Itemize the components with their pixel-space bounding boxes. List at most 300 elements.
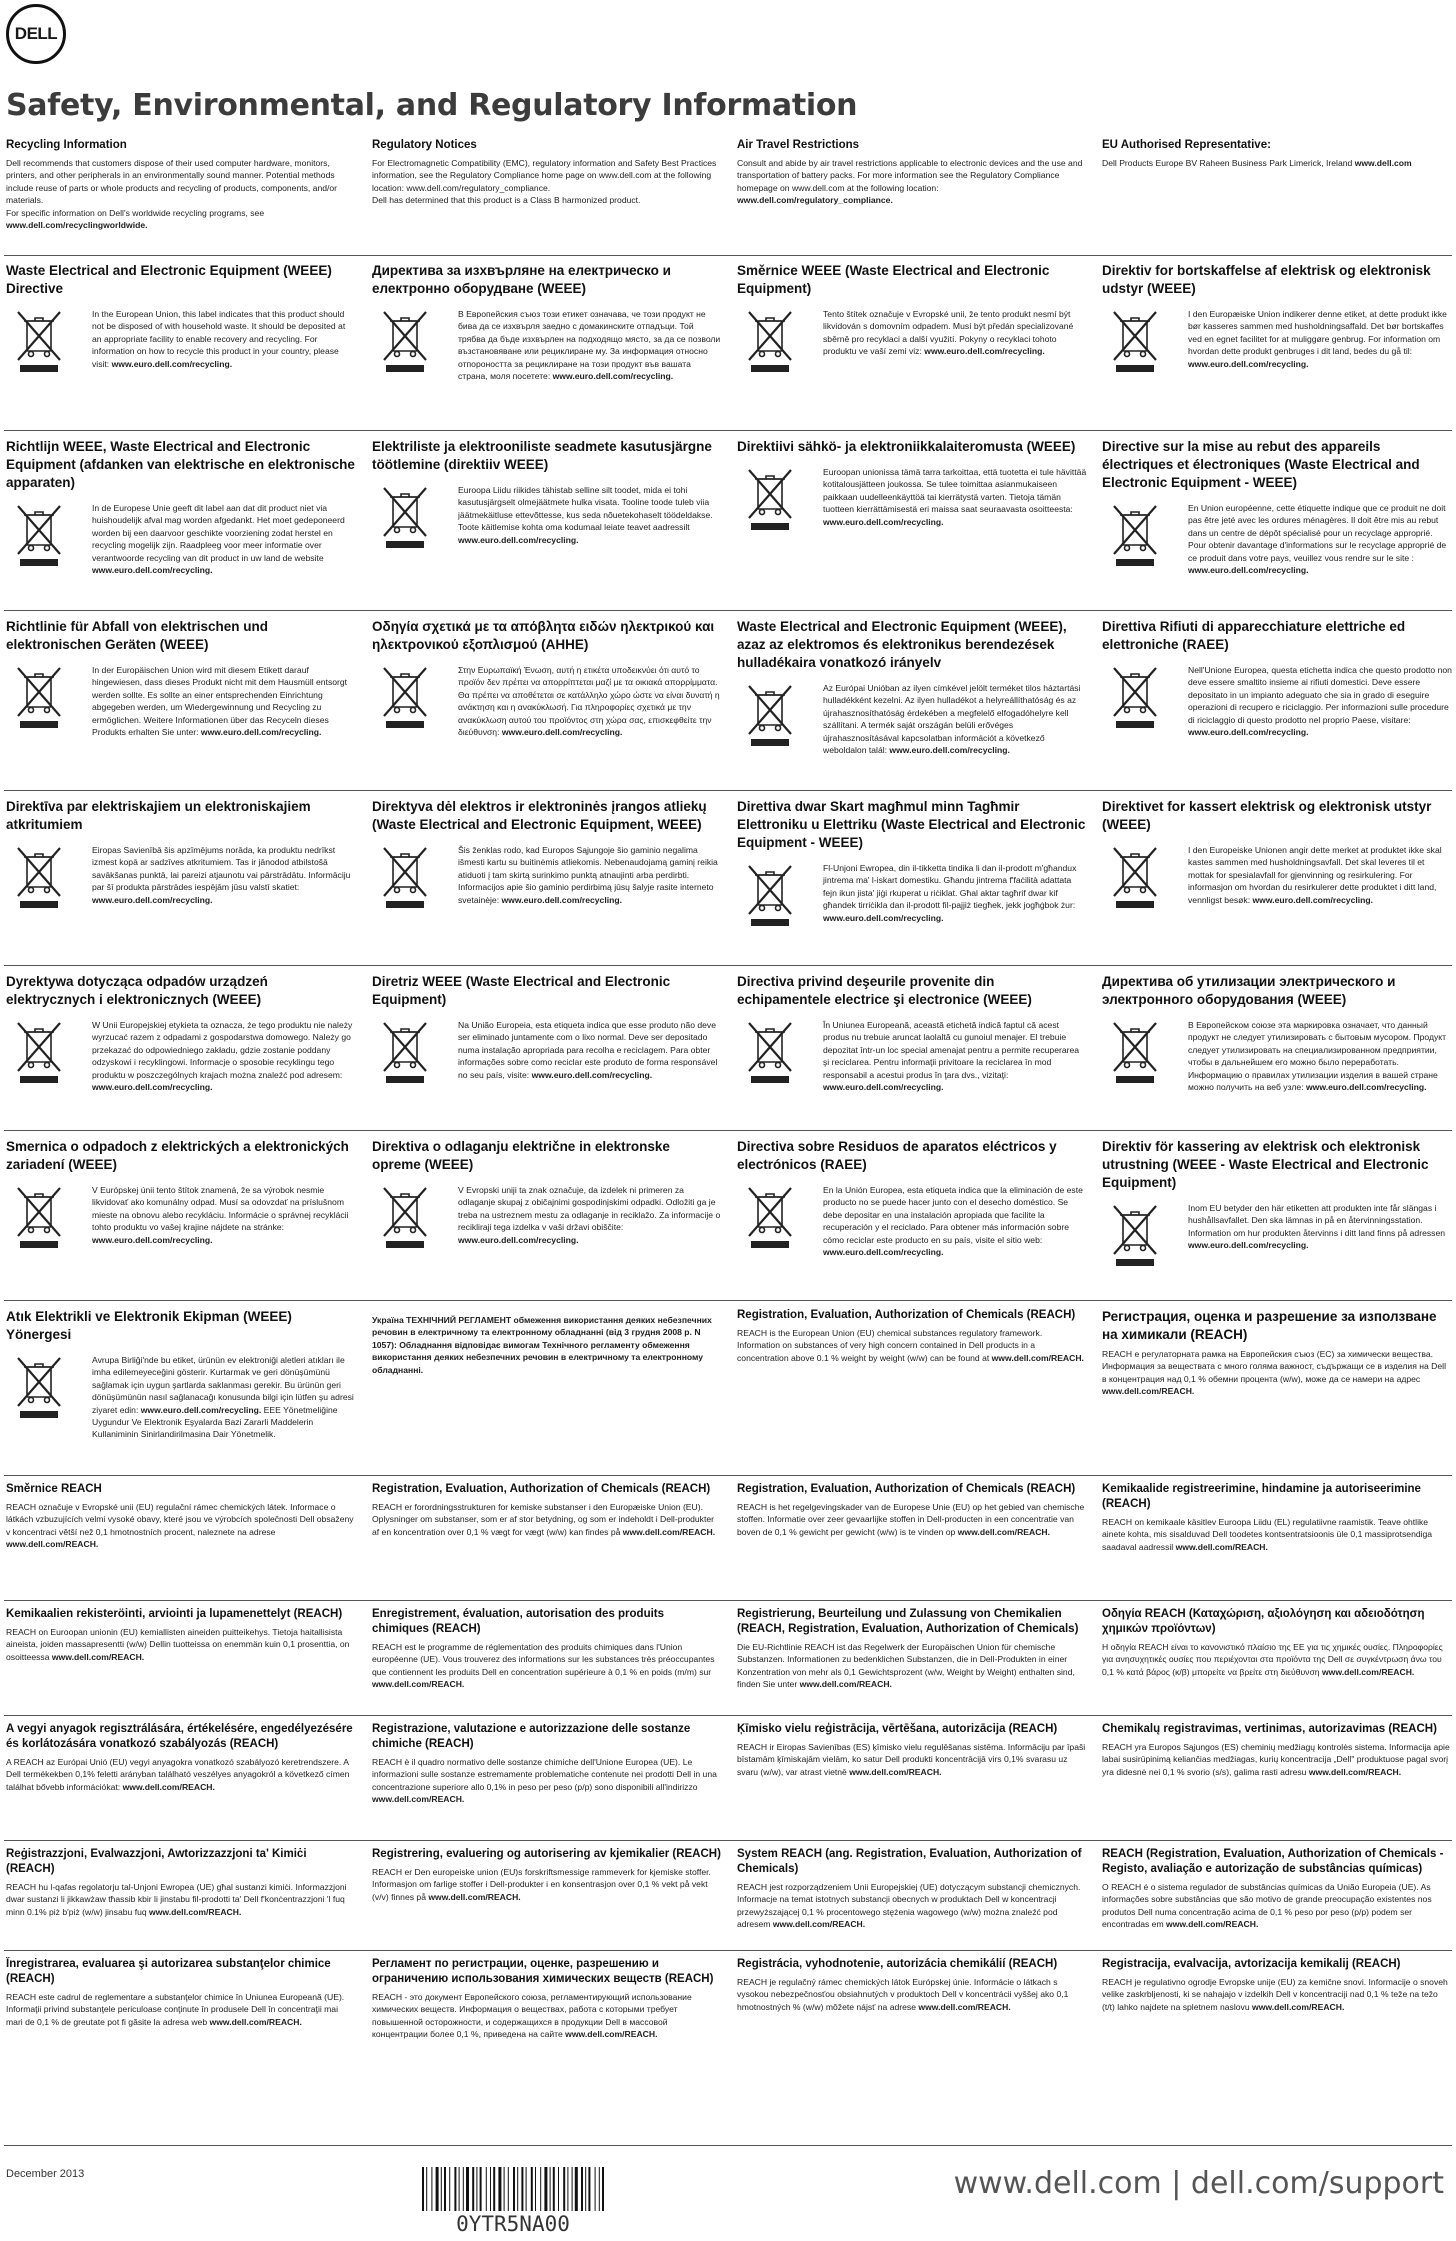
section-title: Registracija, evalvacija, avtorizacija kemikalij (REACH) xyxy=(1102,1958,1401,1970)
reach-section xyxy=(6,1607,356,1727)
weee-section xyxy=(737,1138,1087,1293)
weee-section xyxy=(6,1138,356,1293)
reach-section xyxy=(737,1847,1087,1967)
recycling-link[interactable]: www.euro.dell.com/recycling. xyxy=(111,358,233,369)
crossed-out-bin-icon xyxy=(741,682,799,748)
crossed-out-bin-icon xyxy=(376,484,434,550)
weee-section xyxy=(6,618,356,786)
section-text xyxy=(92,664,356,738)
ukraine-section xyxy=(372,1310,722,1430)
section-body: Україна ТЕХНІЧНИЙ РЕГЛАМЕНТ обмеження використання деяких небезпечних речовин в електричному та електронному обладнанні (від 3 грудня 2008 р. N 1057): Обладнання відповідає вимогам Технічного регламенту обмеження використання деяких небезпечних речовин в електричному та електронному обладнанні. xyxy=(372,1315,712,1375)
reach-section xyxy=(1102,1722,1452,1842)
section-title: Richtlinie für Abfall von elektrischen und elektronischen Geräten (WEEE) xyxy=(6,619,269,652)
section-text xyxy=(6,1991,356,2028)
section-body: REACH è il quadro normativo delle sostanze chimiche dell'Unione Europea (UE). Le informazioni sulle sostanze estremamente problematiche contenute nei prodotti Dell in una concentrazione superiore allo 0,1% in peso per peso (p/p) sono disponibili all'indirizzo xyxy=(372,1757,717,1792)
section-body: Dell Products Europe BV Raheen Business Park Limerick, Ireland xyxy=(1102,158,1353,168)
section-text xyxy=(1188,502,1452,576)
section-text xyxy=(823,466,1087,532)
reach-section xyxy=(6,1482,356,1602)
section-text xyxy=(458,308,722,382)
section-body: Nell'Unione Europea, questa etichetta indica che questo prodotto non deve essere smaltito insieme ai rifiuti domestici. Deve essere depositato in un impianto adeguato che sia in grado di eseguire operazioni di recupero e riciclaggio. Per informazioni sulle procedure di riciclaggio di questo prodotto nel proprio Paese, visitare: xyxy=(1188,665,1452,725)
section-content xyxy=(6,308,356,374)
section-text xyxy=(6,157,356,231)
section-title: Smernica o odpadoch z elektrických a elektronických zariadení (WEEE) xyxy=(6,1139,349,1172)
section-title: Richtlijn WEEE, Waste Electrical and Electronic Equipment (afdanken van elektrische en elektronische apparaten) xyxy=(6,439,355,490)
section-text xyxy=(1102,1881,1452,1931)
section-title: Direktiva o odlaganju električne in elektronske opreme (WEEE) xyxy=(372,1139,670,1172)
section-body: REACH is the European Union (EU) chemical substances regulatory framework. Information on substances of very high concern contained in Dell products in a concentration above 0.1 % weight by weight (w/w) can be found at xyxy=(737,1328,1043,1363)
section-text xyxy=(458,664,722,738)
section-note: EEE Yönetmeliğine Uygundur Ve Elektronik Eşyalarda Bazi Zararli Maddelerin Kullaniminin Sinirlandirilmasina Dair Yönetmelik. xyxy=(92,1404,338,1440)
section-body: În Uniunea Europeană, această etichetă indică faptul că acest produs nu trebuie aruncat laolaltă cu gunoiul menajer. El trebuie depozitat într-un loc special amenajat pentru a permite recuperarea şi reciclarea. Pentru informaţii privitoare la reciclarea în mod responsabil a acestui produs în ţara dvs., vizitaţi: xyxy=(823,1020,1080,1080)
section-text xyxy=(1102,1348,1452,1398)
crossed-out-bin-icon xyxy=(741,862,799,928)
weee-section xyxy=(737,973,1087,1141)
reach-link[interactable]: www.dell.com/REACH. xyxy=(849,1766,942,1777)
section-text xyxy=(1188,844,1452,910)
reach-section xyxy=(372,1722,722,1842)
section-title: System REACH (ang. Registration, Evaluation, Authorization of Chemicals) xyxy=(737,1848,1082,1875)
section-body: Euroopan unionissa tämä tarra tarkoittaa, että tuotetta ei tule hävittää kotitalousjätteen joukossa. Se tulee toimittaa asianmukaiseen paikkaan uudelleenkäyttöä tai kierrätystä varten. Tietoja tämän tuotteen kierrättämisestä eri maissa saat seuraavasta osoitteesta: xyxy=(823,467,1087,515)
crossed-out-bin-icon xyxy=(10,1019,68,1085)
section-title: Direktyva dėl elektros ir elektroninės įrangos atliekų (Waste Electrical and Electronic Equipment, WEEE) xyxy=(372,799,707,832)
section-content xyxy=(6,1019,356,1093)
recycling-link[interactable]: www.euro.dell.com/recycling. xyxy=(924,346,1045,357)
reach-link[interactable]: www.dell.com/REACH. xyxy=(1252,2001,1345,2012)
crossed-out-bin-icon xyxy=(1106,664,1164,730)
reach-section xyxy=(737,1308,1087,1468)
section-body: Az Európai Unióban az ilyen címkével jelölt terméket tilos háztartási hulladékként kezelni. Az ilyen hulladékot a helyreállíthatóság és az újrahasznosíthatóság érdekében a megfelelő elfogadóhelyre kell szállítani. A termék saját országán belüli erővéges újrahasznosításával kapcsolatban információt a következő weboldalon talál: xyxy=(823,683,1081,756)
section-title: Регламент по регистрации, оценке, разрешению и ограничению использования химических веществ (REACH) xyxy=(372,1958,714,1985)
weee-section xyxy=(1102,262,1452,430)
reach-section xyxy=(737,1607,1087,1727)
section-text xyxy=(458,1019,722,1085)
divider xyxy=(4,790,1452,791)
section-text xyxy=(1188,664,1452,738)
recycling-link[interactable]: www.euro.dell.com/recycling. xyxy=(1305,1082,1427,1093)
section-body: В Европейском союзе эта маркировка означает, что данный продукт не следует утилизировать с бытовым мусором. Продукт следует утилизировать на специализированном предприятии, чтобы в дальнейшем его можно было переработать. Информацию о правилах утилизации изделия в вашей стране можно получить на веб узле: xyxy=(1188,1020,1447,1093)
page-title: Safety, Environmental, and Regulatory Information xyxy=(6,88,858,123)
section-title: Direktīva par elektriskajiem un elektroniskajiem atkritumiem xyxy=(6,799,311,832)
reach-section xyxy=(372,1607,722,1727)
section-content xyxy=(737,466,1087,532)
weee-section xyxy=(372,973,722,1141)
reach-link[interactable]: www.dell.com/REACH. xyxy=(1308,1766,1402,1777)
section-content xyxy=(372,1184,722,1250)
section-text xyxy=(6,1756,356,1793)
section-text xyxy=(92,844,356,910)
recycling-link[interactable]: www.euro.dell.com/recycling. xyxy=(1188,358,1309,369)
intro-section xyxy=(372,138,722,248)
reach-section xyxy=(737,1722,1087,1842)
section-body: Fl-Unjoni Ewropea, din il-tikketta tindika li dan il-prodott m'għandux jintrema ma' l-iskart domestiku. Għandu jintrema f'faċilità adattata fejn ikun jista' jiġi rkuperat u riċiklat. Għal aktar tagħrif dwar kif għandek tirriċikla dan il-prodott fil-pajjiż tiegħek, jekk jogħġbok żur: xyxy=(823,863,1077,911)
section-text xyxy=(92,502,356,576)
crossed-out-bin-icon xyxy=(1106,1019,1164,1085)
section-text xyxy=(823,862,1087,928)
section-body: REACH est le programme de réglementation des produits chimiques dans l'Union européenne (UE). Vous trouverez des informations sur les substances très préoccupantes que contiennent les produits Dell en concentration supérieure à 0,1 % en poids (m/m) sur xyxy=(372,1642,715,1677)
section-content xyxy=(372,844,722,910)
divider xyxy=(4,1300,1452,1301)
section-text xyxy=(92,308,356,374)
section-body: V Európskej únii tento štítok znamená, že sa výrobok nesmie likvidovať ako komunálny odpad. Musí sa odovzdať na príslušnom mieste na obnovu alebo recykláciu. Informácie o správnej recyklácii tohto produktu vo vašej krajine nájdete na stránke: xyxy=(92,1185,349,1233)
divider xyxy=(4,430,1452,431)
section-body: REACH е регулаторната рамка на Европейския съюз (ЕС) за химически вещества. Информация за веществата с много голяма важност, съдържащи се в изделия на Dell в концентрация над 0,1 % обемни процента (w/w), може да се намери на адрес xyxy=(1102,1349,1446,1384)
weee-section xyxy=(737,262,1087,430)
section-body: A REACH az Európai Unió (EU) vegyi anyagokra vonatkozó szabályozó keretrendszere. A Dell termékekben 0,1% feletti arányban található veszélyes anyagokról a következő címen találhat bővebb információkat: xyxy=(6,1757,350,1792)
section-text xyxy=(737,1881,1087,1931)
weee-section xyxy=(6,1308,356,1473)
section-body: Inom EU betyder den här etiketten att produkten inte får slängas i hushållsavfallet. Den ska lämnas in på en återvinningsstation. Information om hur produkten återvinns i ditt land finns på adressen xyxy=(1188,1203,1446,1238)
reach-link[interactable]: www.dell.com/REACH. xyxy=(372,1679,465,1690)
section-text xyxy=(1102,157,1452,169)
section-content xyxy=(6,664,356,738)
weee-section xyxy=(372,798,722,966)
reach-section xyxy=(1102,1957,1452,2137)
recycling-link[interactable]: www.euro.dell.com/recycling. xyxy=(92,1234,213,1245)
section-body: В Европейския съюз този етикет означава, че този продукт не бива да се изхвърля заедно с домакинските отпадъци. Той трябва да бъде изхвърлен на подходящо място, за да се позволи възстановяване или рециклиране му. За информация относно отпороността за рециклиране на този продукт във вашата страна, моля посетете: xyxy=(458,309,721,382)
publication-date: December 2013 xyxy=(6,2168,85,2180)
section-body: O REACH é o sistema regulador de substâncias químicas da União Europeia (UE). As informações sobre substâncias que são motivo de grande preocupação existentes nos produtos Dell numa concentração acima de 0,1 % peso por peso (p/p) podem ser encontradas em xyxy=(1102,1882,1432,1930)
section-body: REACH ir Eiropas Savienības (ES) ķīmisko vielu regulēšanas sistēma. Informāciju par īpaši bīstamām ķīmiskajām vielām, ko satur Dell produkti koncentrācijā virs 0,1% svarasu uz svaru (w/w), var atrast vietnē xyxy=(737,1742,1086,1777)
weee-section xyxy=(737,798,1087,966)
section-title: Registrazione, valutazione e autorizzazione delle sostanze chimiche (REACH) xyxy=(372,1723,691,1750)
recycling-link[interactable]: www.euro.dell.com/recycling. xyxy=(92,565,213,576)
reach-section xyxy=(6,1722,356,1842)
section-text xyxy=(372,1641,722,1691)
section-text xyxy=(6,1501,356,1551)
section-text xyxy=(1102,1741,1452,1778)
reach-link[interactable]: www.dell.com/REACH. xyxy=(772,1919,866,1930)
section-link[interactable]: www.dell.com xyxy=(1354,158,1412,168)
crossed-out-bin-icon xyxy=(1106,1202,1164,1268)
section-title: Dyrektywa dotycząca odpadów urządzeń elektrycznych i elektronicznych (WEEE) xyxy=(6,974,268,1007)
section-body: Na União Europeia, esta etiqueta indica que esse produto não deve ser eliminado juntamente com o lixo normal. Deve ser depositado numa instalação apropriada para recolha e reciclagem. Para obter informações sobre como reciclar este produto de forma responsável no seu país, visite: xyxy=(458,1020,718,1080)
section-title: Regulatory Notices xyxy=(372,139,477,151)
section-title: Registration, Evaluation, Authorization of Chemicals (REACH) xyxy=(737,1483,1076,1495)
section-text xyxy=(92,1019,356,1093)
section-body: Dell recommends that customers dispose of their used computer hardware, monitors, printers, and other peripherals in an environmentally sound manner. Potential methods include reuse of parts or whole products and recycling of products, components, and/or materials. xyxy=(6,158,338,206)
section-body: Euroopa Liidu riikides tähistab selline silt toodet, mida ei tohi kasutusjärgselt olmejäätmete hulka visata. Tooline toode tuleb viia jäätmekäitluse ettevõttesse, kus seda nõuetekohaselt töödeldakse. Toote käitlemise kohta oma kodumaal leiate teavet aadressilt xyxy=(458,485,713,533)
section-text xyxy=(737,1741,1087,1778)
recycling-link[interactable]: www.euro.dell.com/recycling. xyxy=(501,894,622,905)
section-content xyxy=(6,502,356,576)
divider xyxy=(4,1475,1452,1476)
reach-link[interactable]: www.dell.com/REACH. xyxy=(799,1679,892,1690)
crossed-out-bin-icon xyxy=(1106,308,1164,374)
crossed-out-bin-icon xyxy=(741,308,799,374)
section-text xyxy=(372,1866,722,1903)
crossed-out-bin-icon xyxy=(1106,844,1164,910)
weee-section xyxy=(1102,438,1452,606)
reach-link[interactable]: www.dell.com/REACH. xyxy=(622,1526,716,1537)
reach-link[interactable]: www.dell.com/REACH. xyxy=(209,2016,302,2027)
crossed-out-bin-icon xyxy=(10,844,68,910)
section-text xyxy=(1188,308,1452,374)
section-note: For specific information on Dell's worldwide recycling programs, see xyxy=(6,207,265,218)
section-title: Directive sur la mise au rebut des appareils électriques et électroniques (Waste Electrical and Electronic Equipment - WEEE) xyxy=(1102,439,1420,490)
section-text xyxy=(372,157,722,207)
reach-section xyxy=(737,1957,1087,2137)
section-note: Dell has determined that this product is a Class B harmonized product. xyxy=(372,195,641,206)
reach-link[interactable]: www.dell.com/REACH. xyxy=(1321,1666,1415,1677)
section-title: EU Authorised Representative: xyxy=(1102,139,1271,151)
section-content xyxy=(372,484,722,550)
section-text xyxy=(737,1327,1087,1364)
section-title: Direttiva Rifiuti di apparecchiature elettriche ed elettroniche (RAEE) xyxy=(1102,619,1406,652)
weee-section xyxy=(372,438,722,606)
section-content xyxy=(737,682,1087,756)
section-body: Η οδηγία REACH είναι το κανονιστικό πλαίσιο της ΕΕ για τις χημικές ουσίες. Πληροφορίες για ανησυχητικές ουσίες που περιέχονται στα προϊόντα της Dell σε συγκέντρωση άνω του 0,1 % κατά βάρος (κ/β) μπορείτε να βρείτε στη διεύθυνση xyxy=(1102,1642,1443,1677)
section-title: Registration, Evaluation, Authorization of Chemicals (REACH) xyxy=(372,1483,711,1495)
reach-link[interactable]: www.dell.com/REACH. xyxy=(991,1352,1084,1363)
crossed-out-bin-icon xyxy=(376,1184,434,1250)
section-title: Registrering, evaluering og autorisering av kjemikalier (REACH) xyxy=(372,1848,721,1860)
reach-link[interactable]: www.dell.com/REACH. xyxy=(6,1539,99,1550)
section-content xyxy=(6,844,356,910)
section-title: Kemikaalide registreerimine, hindamine ja autoriseerimine (REACH) xyxy=(1102,1483,1421,1510)
section-content xyxy=(6,1354,356,1441)
reach-link[interactable]: www.dell.com/REACH. xyxy=(957,1526,1051,1537)
reach-section xyxy=(372,1482,722,1602)
weee-section xyxy=(1102,1138,1452,1293)
section-content xyxy=(1102,1202,1452,1268)
weee-section xyxy=(6,262,356,430)
section-body: REACH er forordningsstrukturen for kemiske substanser i den Europæiske Union (EU). Oplysninger om substanser, som er af stor betydning, og som er indeholdt i Dell-produkter af en koncentration over 0,1 % vægt for vægt (w/w) kan findes på xyxy=(372,1502,715,1537)
section-body: REACH on kemikaale käsitlev Euroopa Liidu (EL) regulatiivne raamistik. Teave ohtlike ainete kohta, mis sisalduvad Dell toodetes kontsentratsioonis üle 0,1 massiprotsendiga saadaval aadressil xyxy=(1102,1517,1433,1552)
section-text xyxy=(1188,1202,1452,1268)
section-title: Directiva privind deşeurile provenite din echipamentele electrice şi electronice (WEEE) xyxy=(737,974,1032,1007)
section-content xyxy=(1102,502,1452,576)
reach-section xyxy=(372,1847,722,1967)
section-text xyxy=(1188,1019,1452,1093)
section-title: Reġistrazzjoni, Evalwazzjoni, Awtorizzazzjoni ta' Kimiċi (REACH) xyxy=(6,1848,307,1875)
section-link[interactable]: www.dell.com/regulatory_compliance. xyxy=(737,195,893,206)
crossed-out-bin-icon xyxy=(10,502,68,568)
weee-section xyxy=(737,438,1087,606)
dell-logo: DELL xyxy=(6,4,66,64)
section-body: REACH je regulativno ogrodje Evropske unije (EU) za kemične snovi. Informacije o snoveh velike zaskrbljenosti, ki se nahajajo v izdelkih Dell v koncentraciji nad 0,1 % teže na težo (t/t) lahko najdete na spletnem naslovu xyxy=(1102,1977,1448,2012)
section-title: A vegyi anyagok regisztrálására, értékelésére, engedélyezésére és korlátozására vonatkozó szabályozás (REACH) xyxy=(6,1723,353,1750)
section-content xyxy=(737,1184,1087,1258)
barcode xyxy=(420,2167,606,2211)
section-body: I den Europæiske Union indikerer denne etiket, at dette produkt ikke bør kasseres sammen med husholdningsaffald. Det bør bortskaffes ved en egnet facilitet for at muliggøre genbrug. For information om hvordan dette produkt genbruges i dit land, bedes du gå til: xyxy=(1188,309,1447,357)
crossed-out-bin-icon xyxy=(10,1354,68,1420)
reach-link[interactable]: www.dell.com/REACH. xyxy=(122,1781,215,1792)
recycling-link[interactable]: www.euro.dell.com/recycling. xyxy=(1252,894,1374,905)
section-body: In der Europäischen Union wird mit diesem Etikett darauf hingewiesen, dass dieses Produkt nicht mit dem Hausmüll entsorgt werden sollte. Es sollte an einer entsprechenden Einrichtung abgegeben werden, um Wiedergewinnung und Recycling zu ermöglichen. Weitere Informationen über das Recyceln dieses Produkts erhalten Sie unter: xyxy=(92,665,348,738)
section-title: Směrnice REACH xyxy=(6,1483,102,1495)
section-title: Diretriz WEEE (Waste Electrical and Electronic Equipment) xyxy=(372,974,671,1007)
section-text xyxy=(823,1184,1087,1258)
weee-section xyxy=(6,438,356,606)
divider xyxy=(4,2145,1452,2146)
section-body: REACH is het regelgevingskader van de Europese Unie (EU) op het gebied van chemische stoffen. Informatie over zeer gevaarlijke stoffen in Dell-producten in een concentratie van boven de 0,1 % gewicht per gewicht (w/w) is te vinden op xyxy=(737,1502,1085,1537)
section-title: Direttiva dwar Skart magħmul minn Tagħmir Elettroniku u Elettriku (Waste Electrical and Electronic Equipment - WEEE) xyxy=(737,799,1086,850)
section-title: Chemikalų registravimas, vertinimas, autorizavimas (REACH) xyxy=(1102,1723,1437,1735)
section-text xyxy=(823,308,1087,374)
weee-section xyxy=(1102,618,1452,786)
section-title: Директива об утилизации электрического и электронного оборудования (WEEE) xyxy=(1102,974,1396,1007)
section-text xyxy=(458,484,722,550)
section-text xyxy=(372,1991,722,2041)
section-content xyxy=(737,1019,1087,1093)
section-text xyxy=(372,1756,722,1806)
section-body: En la Unión Europea, esta etiqueta indica que la eliminación de este producto no se puede hacer junto con el desecho doméstico. Se debe depositar en una instalación apropiada que facilite la recuperación y el reciclado. Para obtener más información sobre cómo reciclar este producto en su país, visite el sitio web: xyxy=(823,1185,1083,1245)
section-text xyxy=(737,1976,1087,2013)
recycling-link[interactable]: www.euro.dell.com/recycling. xyxy=(92,1082,213,1093)
section-title: Směrnice WEEE (Waste Electrical and Electronic Equipment) xyxy=(737,263,1050,296)
section-title: Registrácia, vyhodnotenie, autorizácia chemikálií (REACH) xyxy=(737,1958,1058,1970)
recycling-link[interactable]: www.euro.dell.com/recycling. xyxy=(1188,565,1309,576)
recycling-link[interactable]: www.euro.dell.com/recycling. xyxy=(823,912,944,923)
section-title: Direktiv för kassering av elektrisk och elektronisk utrustning (WEEE - Waste Electrical and Electronic Equipment) xyxy=(1102,1139,1429,1190)
crossed-out-bin-icon xyxy=(741,1019,799,1085)
section-text xyxy=(823,1019,1087,1093)
section-text xyxy=(737,1501,1087,1538)
reach-section xyxy=(1102,1607,1452,1727)
section-content xyxy=(737,862,1087,928)
section-body: Avrupa Birliği'nde bu etiket, ürünün ev elektroniği aletleri atıkları ile imha edilemeyeceğini gösterir. Kurtarmak ve geri dönüşümünü sağlamak için uygun şartlarda saklanması gerekir. Bu ürünün geri dönüşümünün nasıl sağlanacağı konusunda bilgi için lütfen şu adresi ziyaret edin: xyxy=(92,1355,354,1415)
section-title: Înregistrarea, evaluarea şi autorizarea substanţelor chimice (REACH) xyxy=(6,1958,331,1985)
section-body: Στην Ευρωπαϊκή Ένωση, αυτή η ετικέτα υποδεικνύει ότι αυτό το προϊόν δεν πρέπει να απορρίπτεται μαζί με τα οικιακά απορρίμματα. Θα πρέπει να αποθέτεται σε κατάλληλο χώρο ώστε να είναι δυνατή η ανάκτηση και η ανακύκλωσή. Για πληροφορίες σχετικά με την ανακύκλωση αυτού του προϊόντος στη χώρα σας, επισκεφθείτε την διεύθυνση: xyxy=(458,665,720,738)
reach-section xyxy=(372,1957,722,2137)
section-link[interactable]: www.dell.com/recyclingworldwide. xyxy=(6,220,148,231)
recycling-link[interactable]: www.euro.dell.com/recycling. xyxy=(458,1234,579,1245)
section-content xyxy=(1102,1019,1452,1093)
section-title: Air Travel Restrictions xyxy=(737,139,860,151)
section-text xyxy=(6,1626,356,1663)
section-body: REACH hu l-qafas regolatorju tal-Unjoni Ewropea (UE) għal sustanzi kimiċi. Informazzjoni dwar sustanzi li jikkawżaw tħassib kbir li jinstabu fil-prodotti ta' Dell f'konċentrazzjoni 'l fuq minn 0.1% piż b'piż (w/w) jinsabu fuq xyxy=(6,1882,347,1917)
section-content xyxy=(372,664,722,738)
recycling-link[interactable]: www.euro.dell.com/recycling. xyxy=(140,1404,262,1415)
section-text xyxy=(1102,1641,1452,1678)
crossed-out-bin-icon xyxy=(1106,502,1164,568)
divider xyxy=(4,255,1452,256)
weee-section xyxy=(1102,973,1452,1141)
section-title: Ķīmisko vielu reģistrācija, vērtēšana, autorizācija (REACH) xyxy=(737,1723,1058,1735)
weee-section xyxy=(372,1138,722,1293)
section-text xyxy=(737,157,1087,207)
section-body: REACH on Euroopan unionin (EU) kemiallisten aineiden puitteikehys. Tietoja haitallisista aineista, joiden massapresentti (w/w) Dellin tuotteissa on enemmän kuin 0,1 prosenttia, on osoitteessa xyxy=(6,1627,350,1662)
recycling-link[interactable]: www.euro.dell.com/recycling. xyxy=(1188,1240,1309,1251)
section-body: Die EU-Richtlinie REACH ist das Regelwerk der Europäischen Union für chemische Substanzen. Informationen zu bedenklichen Substanzen, die in Dell-Produkten in einer Konzentration von mehr als 0,1 Gewichtsprozent (w/w, Weight by Weight) enthalten sind, finden Sie unter xyxy=(737,1642,1075,1690)
section-title: Recycling Information xyxy=(6,139,127,151)
section-title: Kemikaalien rekisteröinti, arviointi ja lupamenettelyt (REACH) xyxy=(6,1608,343,1620)
reach-link[interactable]: www.dell.com/REACH. xyxy=(1166,1919,1259,1930)
crossed-out-bin-icon xyxy=(376,1019,434,1085)
reach-section xyxy=(1102,1482,1452,1602)
section-title: Direktiivi sähkö- ja elektroniikkalaiteromusta (WEEE) xyxy=(737,439,1076,454)
crossed-out-bin-icon xyxy=(376,664,434,730)
section-text xyxy=(1102,1976,1452,2013)
reach-link[interactable]: www.dell.com/REACH. xyxy=(1102,1386,1195,1397)
section-body: In the European Union, this label indicates that this product should not be disposed of with household waste. It should be deposited at an appropriate facility to enable recovery and recycling. For information on how to recycle this product in your country, please visit: xyxy=(92,309,346,369)
recycling-link[interactable]: www.euro.dell.com/recycling. xyxy=(92,894,213,905)
section-body: REACH je regulačný rámec chemických látok Európskej únie. Informácie o látkach s vysokou nebezpečnosťou obsiahnutých v produktoch Dell v koncentrácii vyššej ako 0,1 hmotnostných % (w/w) môžete nájsť na adrese xyxy=(737,1977,1069,2012)
section-text xyxy=(92,1184,356,1250)
reach-link[interactable]: www.dell.com/REACH. xyxy=(1175,1541,1268,1552)
section-text xyxy=(372,1314,722,1376)
crossed-out-bin-icon xyxy=(10,664,68,730)
reach-link[interactable]: www.dell.com/REACH. xyxy=(372,1794,465,1805)
section-title: Waste Electrical and Electronic Equipment (WEEE) Directive xyxy=(6,263,332,296)
section-title: Регистрация, оценка и разрешение за използване на химикали (REACH) xyxy=(1102,1309,1437,1342)
section-body: For Electromagnetic Compatibility (EMC), regulatory information and Safety Best Practices information, see the Regulatory Compliance home page on www.dell.com at the following location: www.dell.com/regulatory_compliance. xyxy=(372,158,717,193)
section-text xyxy=(458,844,722,910)
crossed-out-bin-icon xyxy=(741,1184,799,1250)
section-title: Директива за изхвърляне на електрическо и електронно оборудване (WEEE) xyxy=(372,263,671,296)
section-title: Enregistrement, évaluation, autorisation des produits chimiques (REACH) xyxy=(372,1608,665,1635)
section-content xyxy=(1102,664,1452,738)
recycling-link[interactable]: www.euro.dell.com/recycling. xyxy=(200,727,322,738)
section-body: V Evropski uniji ta znak označuje, da izdelek ni primeren za odlaganje skupaj z običajnimi gospodinjskimi odpadki. Odložiti ga je treba na ustreznem mestu za odlaganje in reciklažo. Za informacije o recikliraji tega izdelka v vaši državi obiščite: xyxy=(458,1185,721,1233)
section-title: Οδηγία σχετικά με τα απόβλητα ειδών ηλεκτρικού και ηλεκτρονικού εξοπλισμού (ΑΗΗΕ) xyxy=(372,619,715,652)
section-text xyxy=(6,1881,356,1918)
section-content xyxy=(1102,308,1452,374)
reach-link[interactable]: www.dell.com/REACH. xyxy=(428,1891,521,1902)
reach-link[interactable]: www.dell.com/REACH. xyxy=(149,1906,242,1917)
section-content xyxy=(372,1019,722,1085)
reach-section xyxy=(737,1482,1087,1602)
section-title: Οδηγία REACH (Καταχώριση, αξιολόγηση και αδειοδότηση χημικών προϊόντων) xyxy=(1102,1608,1425,1635)
section-content xyxy=(737,308,1087,374)
crossed-out-bin-icon xyxy=(10,308,68,374)
section-body: Tento štítek označuje v Evropské unii, že tento produkt nesmí být likvidován s domovním odpadem. Musí být předán specializované sběrně pro recyklaci a další využití. Pokyny o recyklaci tohoto produktu ve vaší zemi viz: xyxy=(823,309,1074,357)
section-title: Direktiv for bortskaffelse af elektrisk og elektronisk udstyr (WEEE) xyxy=(1102,263,1431,296)
intro-section xyxy=(6,138,356,248)
intro-section xyxy=(1102,138,1452,248)
weee-section xyxy=(737,618,1087,786)
section-body: Eiropas Savienībā šis apzīmējums norāda, ka produktu nedrīkst izmest kopā ar sadzīves atkritumiem. Tas ir jānodod atbilstošā savākšanas punktā, lai pareizi atjaunotu vai pārstrādātu. Informāciju par šī produkta pārstrādes iespējām jūsu valstī skatiet: xyxy=(92,845,351,893)
section-content xyxy=(6,1184,356,1250)
section-text xyxy=(737,1641,1087,1691)
reach-link[interactable]: www.dell.com/REACH. xyxy=(51,1651,145,1662)
reach-link[interactable]: www.dell.com/REACH. xyxy=(918,2001,1011,2012)
reach-section xyxy=(1102,1308,1452,1468)
section-title: Direktivet for kassert elektrisk og elektronisk utstyr (WEEE) xyxy=(1102,799,1432,832)
intro-section xyxy=(737,138,1087,248)
recycling-link[interactable]: www.euro.dell.com/recycling. xyxy=(823,1082,944,1093)
crossed-out-bin-icon xyxy=(376,844,434,910)
section-title: Elektriliste ja elektrooniliste seadmete kasutusjärgne töötlemine (direktiiv WEEE) xyxy=(372,439,712,472)
recycling-link[interactable]: www.euro.dell.com/recycling. xyxy=(823,516,944,527)
section-text xyxy=(458,1184,722,1250)
part-number: 0YTR5NA00 xyxy=(456,2212,570,2236)
recycling-link[interactable]: www.euro.dell.com/recycling. xyxy=(823,1247,944,1258)
recycling-link[interactable]: www.euro.dell.com/recycling. xyxy=(501,727,623,738)
recycling-link[interactable]: www.euro.dell.com/recycling. xyxy=(552,371,674,382)
recycling-link[interactable]: www.euro.dell.com/recycling. xyxy=(1188,727,1309,738)
section-body: Šis ženklas rodo, kad Europos Sąjungoje šio gaminio negalima išmesti kartu su buitinėmis atliekomis. Nebenaudojamą gaminį reikia atiduoti į tam skirtą surinkimo punktą atnaujinti arba perdirbti. Informacijos apie šio gaminio perdirbimą jūsų šalyje rasite interneto svetainėje: xyxy=(458,845,718,905)
crossed-out-bin-icon xyxy=(10,1184,68,1250)
section-body: REACH este cadrul de reglementare a substanţelor chimice în Uniunea Europeană (UE). Informaţii privind substanţele periculoase conţinute în produsele Dell în concentraţii mai mari de 0,1 % de greutate pot fi găsite la adresa web xyxy=(6,1992,345,2027)
section-body: I den Europeiske Unionen angir dette merket at produktet ikke skal kastes sammen med husholdningsavfall. Det skal leveres til et mottak for spesialavfall for gjenvinning og resirkulering. For informasjon om hvordan du resirkulerer dette produktet i ditt land, vennligst besøk: xyxy=(1188,845,1442,905)
crossed-out-bin-icon xyxy=(376,308,434,374)
section-body: REACH - это документ Европейского союза, регламентирующий использование химических веществ. Информация о веществах, работа с которыми требует повышенной осторожности, и содержащихся в продукции Dell в массовой концентрации более 0,1 %, приведена на сайте xyxy=(372,1992,692,2040)
recycling-link[interactable]: www.euro.dell.com/recycling. xyxy=(458,534,579,545)
reach-link[interactable]: www.dell.com/REACH. xyxy=(565,2029,658,2040)
support-url: www.dell.com | dell.com/support xyxy=(953,2166,1444,2201)
recycling-link[interactable]: www.euro.dell.com/recycling. xyxy=(531,1069,653,1080)
section-body: Consult and abide by air travel restrictions applicable to electronic devices and the use and transportation of battery packs. For more information see the Regulatory Compliance homepage on www.dell.com at the following location: xyxy=(737,158,1083,193)
section-title: Atık Elektrikli ve Elektronik Ekipman (WEEE) Yönergesi xyxy=(6,1309,292,1342)
section-body: REACH jest rozporządzeniem Unii Europejskiej (UE) dotyczącym substancji chemicznych. Informacje na temat istotnych substancji obecnych w produktach Dell w koncentracji przewyższającej 0,1 % procentowego stężenia wagowego (w/w) można znaleźć pod adresem xyxy=(737,1882,1081,1930)
divider xyxy=(4,610,1452,611)
weee-section xyxy=(372,618,722,786)
recycling-link[interactable]: www.euro.dell.com/recycling. xyxy=(889,745,1010,756)
section-text xyxy=(823,682,1087,756)
section-title: Waste Electrical and Electronic Equipment (WEEE), azaz az elektromos és elektronikus berendezések hulladékaira vonatkozó irányelv xyxy=(737,619,1067,670)
